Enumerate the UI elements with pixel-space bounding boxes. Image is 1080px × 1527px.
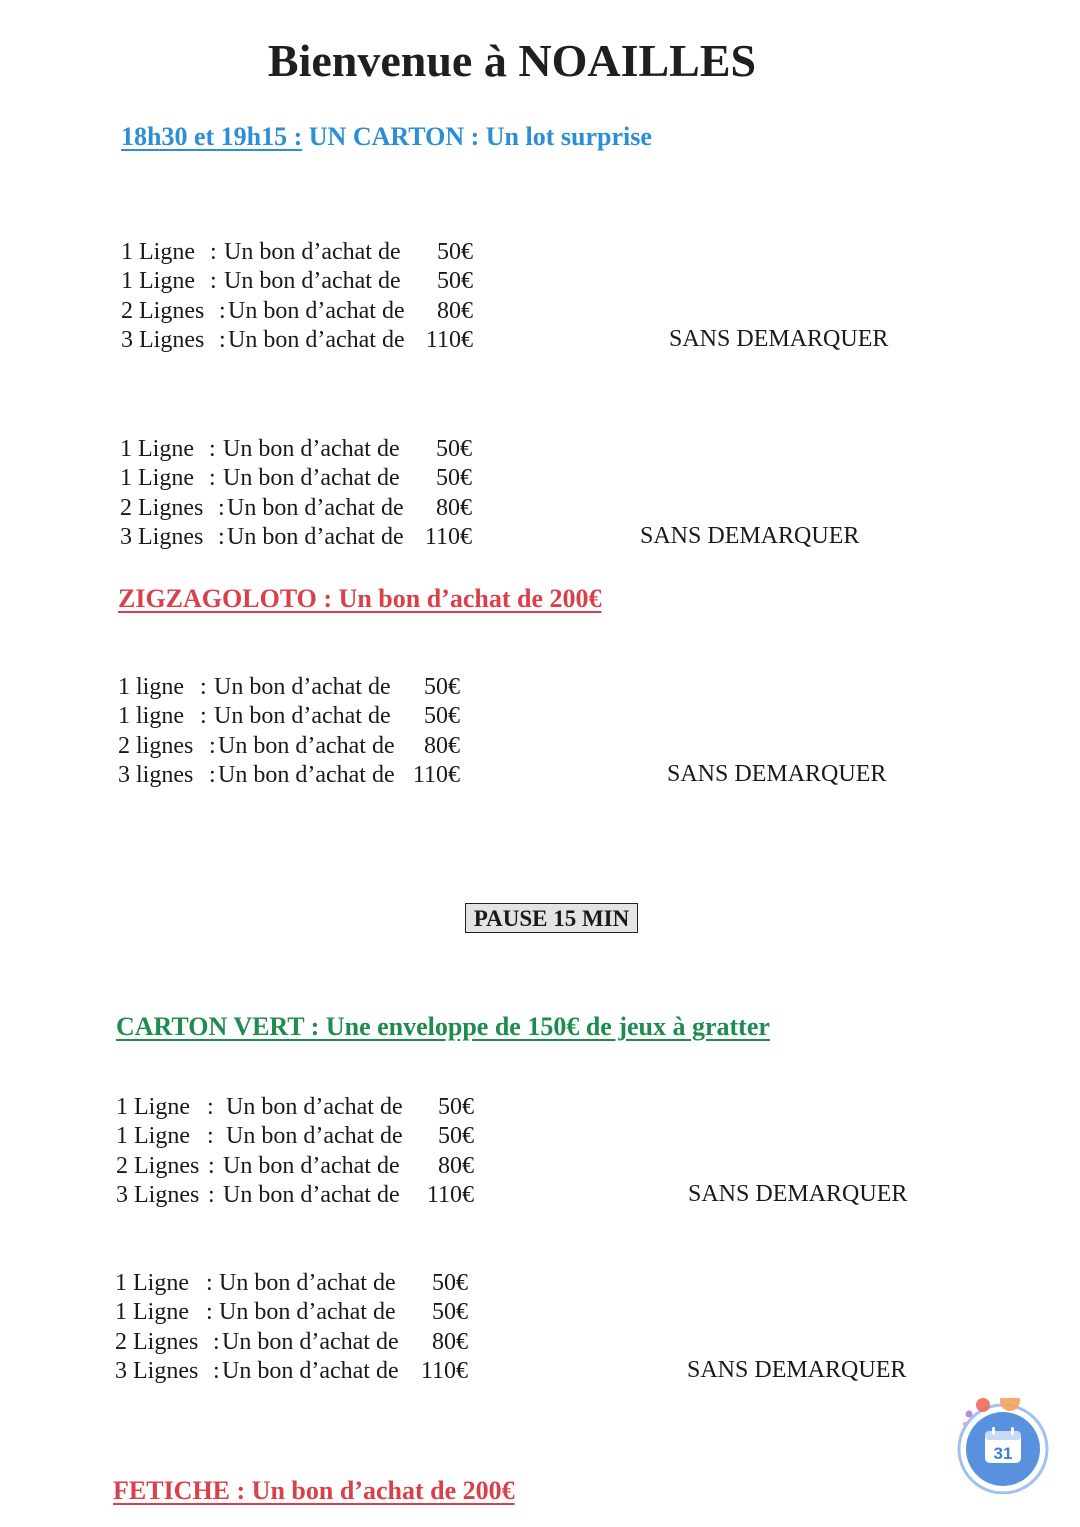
row-sep: : [200,703,207,730]
carton-vert-heading: CARTON VERT : Une enveloppe de 150€ de jeux à gratter [116,1012,770,1041]
row-text: Un bon d’achat de [218,762,395,789]
row-sep: : [218,524,225,551]
row-sep: : [219,327,226,354]
prize-row [120,435,480,464]
prize-row [120,523,480,552]
row-label: 1 ligne [118,674,184,700]
row-sep: : [200,674,207,700]
row-label: 1 Ligne [121,239,195,265]
row-label: 1 Ligne [120,436,194,462]
row-amount: 50€ [424,703,460,730]
row-label: 3 Lignes [115,1358,199,1385]
row-amount: 50€ [436,436,472,462]
row-text: Un bon d’achat de [226,1123,403,1150]
row-label: 1 ligne [118,703,184,730]
prize-row [121,326,481,355]
section-heading-un-carton [121,122,652,152]
prize-row [118,732,478,761]
row-sep: : [206,1299,213,1326]
sans-demarquer-note: SANS DEMARQUER [640,523,860,549]
row-amount: 80€ [432,1328,468,1355]
row-text: Un bon d’achat de [218,732,395,759]
row-sep: : [209,732,216,759]
sans-demarquer-note: SANS DEMARQUER [669,326,889,352]
prize-list-5 [115,1269,475,1387]
prize-row [116,1181,476,1210]
time-label: 18h30 et 19h15 : [121,122,303,151]
calendar-icon [955,1398,1051,1494]
row-amount: 110€ [424,524,472,551]
prize-row [120,464,480,493]
row-text: Un bon d’achat de [228,327,405,354]
sans-demarquer-note: SANS DEMARQUER [687,1357,907,1383]
prize-row [115,1298,475,1327]
row-amount: 110€ [420,1358,468,1385]
row-text: Un bon d’achat de [222,1328,399,1355]
row-amount: 50€ [438,1123,474,1150]
row-amount: 80€ [424,732,460,759]
row-label: 1 Ligne [115,1270,189,1296]
calendar-day: 31 [993,1444,1013,1463]
prize-row [121,267,481,296]
row-sep: : [208,1182,215,1209]
row-amount: 50€ [432,1270,468,1296]
row-text: Un bon d’achat de [227,524,404,551]
row-amount: 50€ [437,239,473,265]
row-sep: : [219,297,226,324]
row-label: 1 Ligne [115,1299,189,1326]
row-text: Un bon d’achat de [224,239,401,265]
zigzagoloto-heading: ZIGZAGOLOTO : Un bon d’achat de 200€ [118,584,602,613]
row-text: Un bon d’achat de [223,436,400,462]
row-text: Un bon d’achat de [228,297,405,324]
pause-box: PAUSE 15 MIN [465,903,638,933]
row-text: Un bon d’achat de [222,1358,399,1385]
row-amount: 50€ [432,1299,468,1326]
row-amount: 50€ [437,268,473,295]
row-text: Un bon d’achat de [226,1094,403,1120]
row-amount: 80€ [437,297,473,324]
prize-row [118,761,478,790]
calendar-widget-button[interactable] [955,1398,1051,1494]
row-sep: : [209,762,216,789]
row-text: Un bon d’achat de [219,1299,396,1326]
row-sep: : [209,436,216,462]
row-amount: 110€ [425,327,473,354]
row-label: 1 Ligne [116,1094,190,1120]
row-text: Un bon d’achat de [224,268,401,295]
sans-demarquer-note: SANS DEMARQUER [667,761,887,787]
page-title: Bienvenue à NOAILLES [267,35,757,86]
row-text: Un bon d’achat de [223,465,400,492]
row-sep: : [207,1094,214,1120]
prize-row [118,673,478,702]
prize-row [116,1093,476,1122]
prize-list-2 [120,435,480,553]
prize-row [118,702,478,731]
row-amount: 50€ [424,674,460,700]
row-amount: 110€ [412,762,460,789]
prize-list-1 [121,238,481,356]
prize-list-4 [116,1093,476,1211]
row-sep: : [209,465,216,492]
prize-row [115,1328,475,1357]
row-label: 3 Lignes [121,327,205,354]
row-amount: 110€ [426,1182,474,1209]
row-text: Un bon d’achat de [223,1182,400,1209]
prize-row [115,1269,475,1298]
prize-list-3 [118,673,478,791]
row-label: 3 Lignes [116,1182,200,1209]
row-amount: 50€ [436,465,472,492]
row-text: Un bon d’achat de [214,703,391,730]
row-amount: 80€ [438,1152,474,1179]
row-sep: : [213,1328,220,1355]
prize-row [120,494,480,523]
row-sep: : [210,239,217,265]
un-carton-heading: UN CARTON : Un lot surprise [302,122,652,151]
row-sep: : [207,1123,214,1150]
row-label: 1 Ligne [121,268,195,295]
row-label: 3 Lignes [120,524,204,551]
sans-demarquer-note: SANS DEMARQUER [688,1181,908,1207]
prize-row [121,238,481,267]
row-label: 3 lignes [118,762,194,789]
row-sep: : [218,494,225,521]
row-label: 2 Lignes [115,1328,199,1355]
row-text: Un bon d’achat de [214,674,391,700]
prize-row [116,1122,476,1151]
row-label: 2 Lignes [116,1152,200,1179]
row-text: Un bon d’achat de [223,1152,400,1179]
row-label: 2 Lignes [120,494,204,521]
prize-row [121,297,481,326]
prize-row [115,1357,475,1386]
row-amount: 50€ [438,1094,474,1120]
row-sep: : [206,1270,213,1296]
prize-row [116,1152,476,1181]
row-amount: 80€ [436,494,472,521]
row-text: Un bon d’achat de [219,1270,396,1296]
row-sep: : [208,1152,215,1179]
row-label: 2 lignes [118,732,194,759]
row-sep: : [213,1358,220,1385]
row-text: Un bon d’achat de [227,494,404,521]
row-label: 1 Ligne [120,465,194,492]
row-label: 1 Ligne [116,1123,190,1150]
row-sep: : [210,268,217,295]
row-label: 2 Lignes [121,297,205,324]
fetiche-heading: FETICHE : Un bon d’achat de 200€ [113,1476,515,1505]
